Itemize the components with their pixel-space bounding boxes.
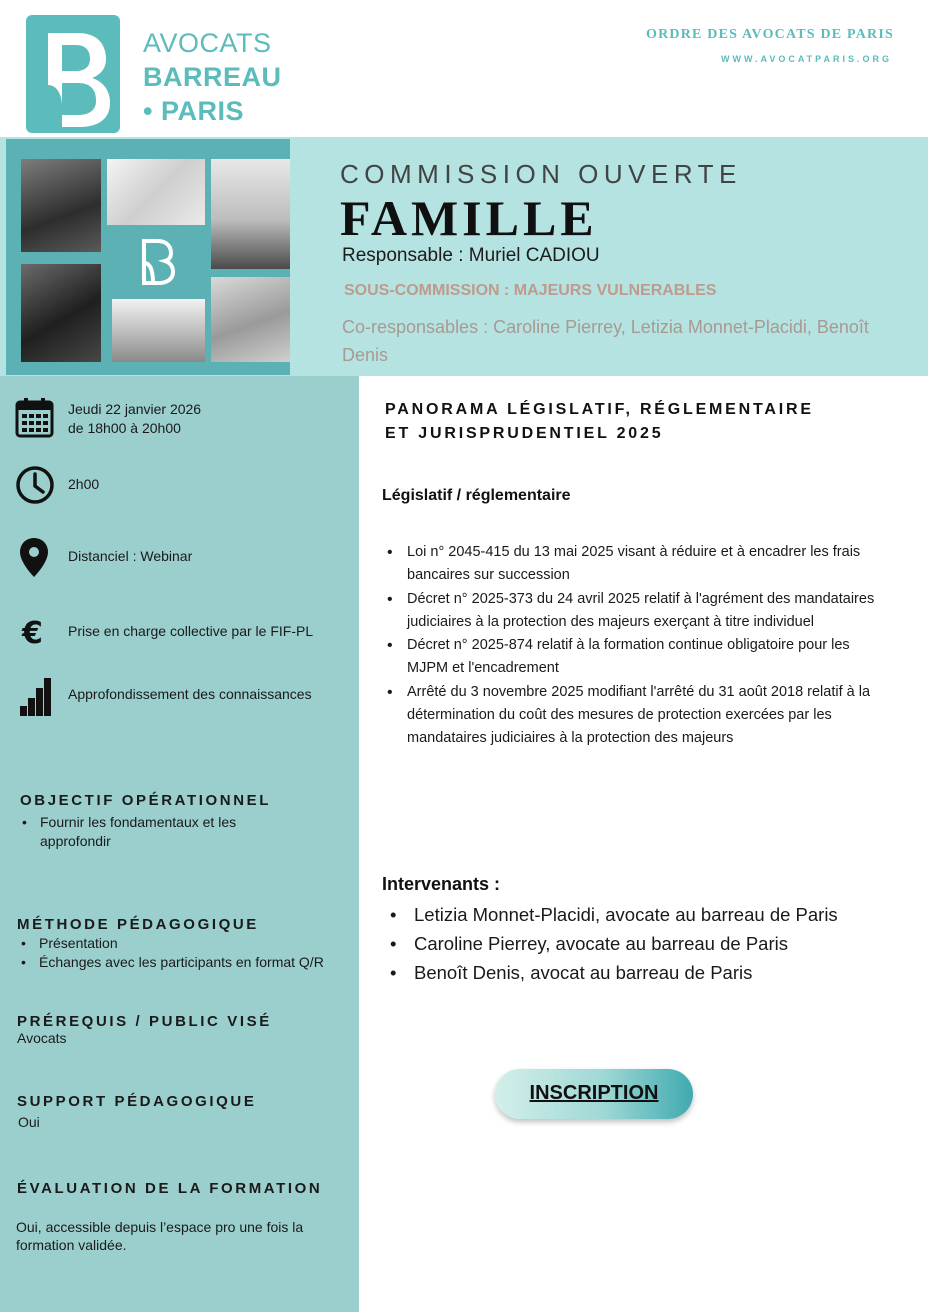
location-pin-icon	[14, 536, 56, 580]
program-title	[385, 398, 814, 446]
list-item: • Fournir les fondamentaux et les approfondir	[18, 813, 298, 851]
methode-title: MÉTHODE PÉDAGOGIQUE	[17, 916, 259, 933]
objectif-title: OBJECTIF OPÉRATIONNEL	[20, 792, 271, 809]
city-photo	[211, 159, 290, 269]
sous-commission: SOUS-COMMISSION : MAJEURS VULNERABLES	[344, 282, 717, 299]
support-title: SUPPORT PÉDAGOGIQUE	[17, 1093, 257, 1110]
commission-name: FAMILLE	[340, 190, 598, 246]
staircase-photo	[112, 299, 205, 362]
co-responsables: Co-responsables : Caroline Pierrey, Letizia Monnet-Placidi, Benoît Denis	[342, 317, 869, 365]
location-row	[14, 536, 354, 582]
list-item: • Caroline Pierrey, avocate au barreau de Paris	[386, 929, 906, 958]
commission-title: COMMISSION OUVERTE	[340, 159, 742, 189]
location-value: Distanciel : Webinar	[68, 548, 193, 564]
logo-barreau: BARREAU	[143, 62, 282, 92]
photo-collage	[6, 139, 290, 375]
list-item: • Arrêté du 3 novembre 2025 modifiant l'arrêté du 31 août 2018 relatif à la détermination du coût des mesures de protection exercées par les mandataires judiciaires à la protection des majeurs	[384, 681, 884, 751]
clock-icon	[14, 464, 56, 508]
ornament-photo	[107, 159, 205, 225]
list-item: • Échanges avec les participants en format Q/R	[17, 953, 357, 972]
date-value: Jeudi 22 janvier 2026	[68, 401, 202, 417]
list-item: • Présentation	[17, 934, 357, 953]
b-logo-icon	[140, 239, 176, 285]
bar-level-icon	[14, 674, 56, 718]
level-row	[14, 674, 354, 720]
prerequis-body: Avocats	[17, 1030, 67, 1046]
list-item: • Décret n° 2025-373 du 24 avril 2025 relatif à l'agrément des mandataires judiciaires à la protection des majeurs exerçant à titre individuel	[384, 588, 884, 635]
responsable: Responsable : Muriel CADIOU	[342, 245, 600, 266]
svg-text:€: €	[22, 616, 43, 651]
inscription-button[interactable]: INSCRIPTION	[495, 1069, 693, 1119]
website-link[interactable]: WWW.AVOCATPARIS.ORG	[721, 54, 892, 64]
evaluation-body: Oui, accessible depuis l’espace pro une fois la formation validée.	[16, 1219, 304, 1253]
list-item: • Letizia Monnet-Placidi, avocate au barreau de Paris	[386, 900, 906, 929]
ordre-label: ORDRE DES AVOCATS DE PARIS	[646, 27, 894, 42]
calendar-icon	[14, 396, 56, 440]
duration-row	[14, 464, 354, 510]
methode-list	[17, 934, 357, 972]
euro-icon	[14, 611, 56, 655]
commission-banner	[0, 137, 928, 376]
date-row	[14, 396, 354, 442]
intervenants-title: Intervenants :	[382, 874, 501, 894]
duration-value: 2h00	[68, 476, 100, 492]
funding-row	[14, 611, 354, 657]
support-body: Oui	[18, 1114, 40, 1130]
program-subheading: Législatif / réglementaire	[382, 487, 571, 504]
program-title-line2: ET JURISPRUDENTIEL 2025	[385, 425, 664, 442]
page-header	[0, 0, 928, 137]
intervenants-list	[386, 900, 906, 987]
barreau-logo-icon	[26, 15, 120, 133]
prerequis-title: PRÉREQUIS / PUBLIC VISÉ	[17, 1013, 272, 1030]
mother-child-photo	[211, 277, 290, 362]
family-photo	[21, 159, 101, 252]
list-item: • Benoît Denis, avocat au barreau de Paris	[386, 958, 906, 987]
list-item: • Loi n° 2045-415 du 13 mai 2025 visant à réduire et à encadrer les frais bancaires sur succession	[384, 541, 884, 588]
date-text	[68, 400, 201, 438]
program-list	[384, 541, 884, 751]
funding-value: Prise en charge collective par le FIF-PL	[68, 623, 314, 639]
level-value: Approfondissement des connaissances	[68, 686, 312, 702]
time-value: de 18h00 à 20h00	[68, 420, 181, 436]
info-sidebar	[0, 376, 359, 1312]
evaluation-title: ÉVALUATION DE LA FORMATION	[17, 1180, 323, 1197]
objectif-list	[18, 813, 298, 851]
logo-avocats: AVOCATS	[143, 28, 272, 58]
logo-wordmark	[143, 26, 282, 128]
elderly-photo	[21, 264, 101, 362]
list-item: • Décret n° 2025-874 relatif à la formation continue obligatoire pour les MJPM et l'encadrement	[384, 634, 884, 681]
logo-paris: • PARIS	[143, 96, 244, 126]
program-title-line1: PANORAMA LÉGISLATIF, RÉGLEMENTAIRE	[385, 401, 814, 418]
